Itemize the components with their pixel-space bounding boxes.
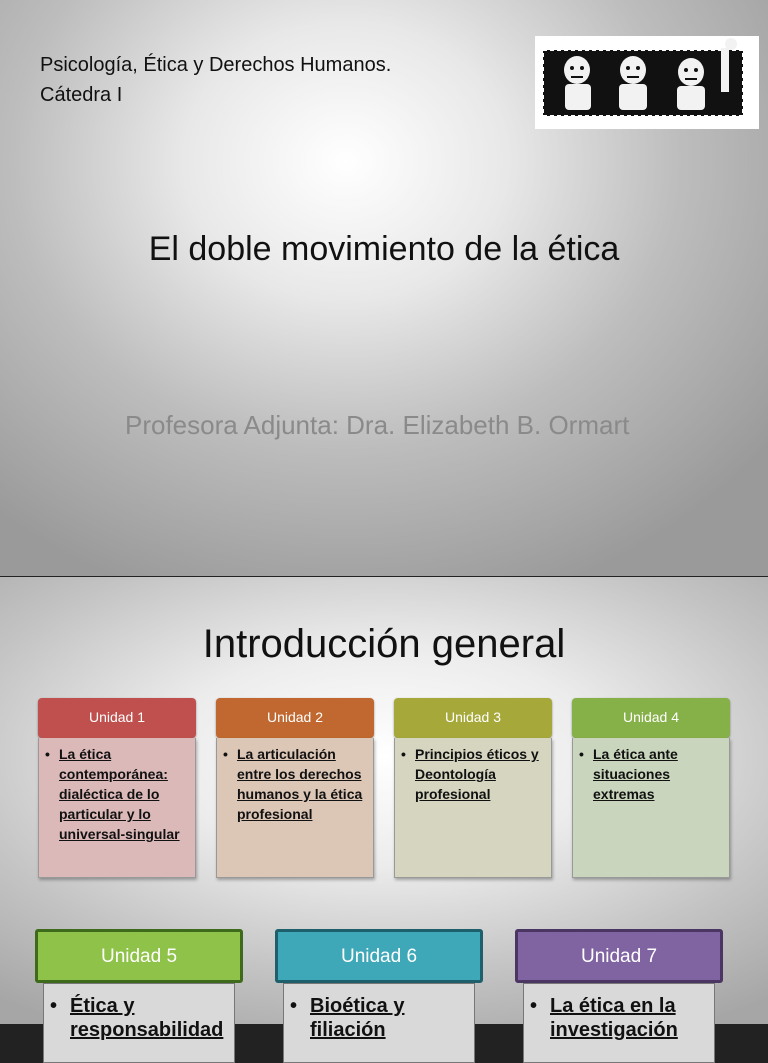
logo-image: [535, 36, 759, 129]
bullet-icon: •: [530, 995, 538, 1017]
bullet-icon: •: [50, 995, 58, 1017]
list-item: • La ética contemporánea: dialéctica de lo particular y lo universal-singular: [45, 746, 180, 842]
unit-header: Unidad 2: [216, 698, 374, 738]
unit-card: [216, 698, 374, 878]
bullet-icon: •: [45, 746, 50, 762]
unit-header: Unidad 7: [515, 929, 723, 983]
slide-2: [0, 577, 768, 1041]
unit-card-large: [275, 929, 483, 1063]
course-name: [40, 50, 391, 110]
unit-body: [572, 738, 730, 878]
unit-body: [394, 738, 552, 878]
unit-body: [283, 983, 475, 1063]
unit-body: [523, 983, 715, 1063]
slide-title: El doble movimiento de la ética: [148, 230, 620, 268]
list-item: • Bioética y filiación: [290, 995, 405, 1041]
slide-title: Introducción general: [202, 622, 566, 666]
course-line-1: Psicología, Ética y Derechos Humanos.: [40, 54, 392, 76]
unit-header: Unidad 6: [275, 929, 483, 983]
unit-card: [572, 698, 730, 878]
unit-card-large: [35, 929, 243, 1063]
list-item: • La articulación entre los derechos humanos y la ética profesional: [223, 746, 363, 822]
bullet-icon: •: [290, 995, 298, 1017]
unit-body: [43, 983, 235, 1063]
bullet-icon: •: [401, 746, 406, 762]
list-item: • Principios éticos y Deontología profesional: [401, 746, 539, 802]
unit-header: Unidad 5: [35, 929, 243, 983]
unit-header: Unidad 4: [572, 698, 730, 738]
unit-card: [38, 698, 196, 878]
unit-card: [394, 698, 552, 878]
unit-header: Unidad 3: [394, 698, 552, 738]
course-line-2: Cátedra I: [40, 84, 123, 106]
unit-body: [216, 738, 374, 878]
list-item: • La ética ante situaciones extremas: [579, 746, 678, 802]
unit-body: [38, 738, 196, 878]
unit-card-large: [515, 929, 723, 1063]
presenter-subtitle: Profesora Adjunta: Dra. Elizabeth B. Ormart: [125, 410, 630, 440]
list-item: • Ética y responsabilidad: [50, 995, 224, 1041]
unit-header: Unidad 1: [38, 698, 196, 738]
bullet-icon: •: [579, 746, 584, 762]
bullet-icon: •: [223, 746, 228, 762]
list-item: • La ética en la investigación: [530, 995, 678, 1041]
